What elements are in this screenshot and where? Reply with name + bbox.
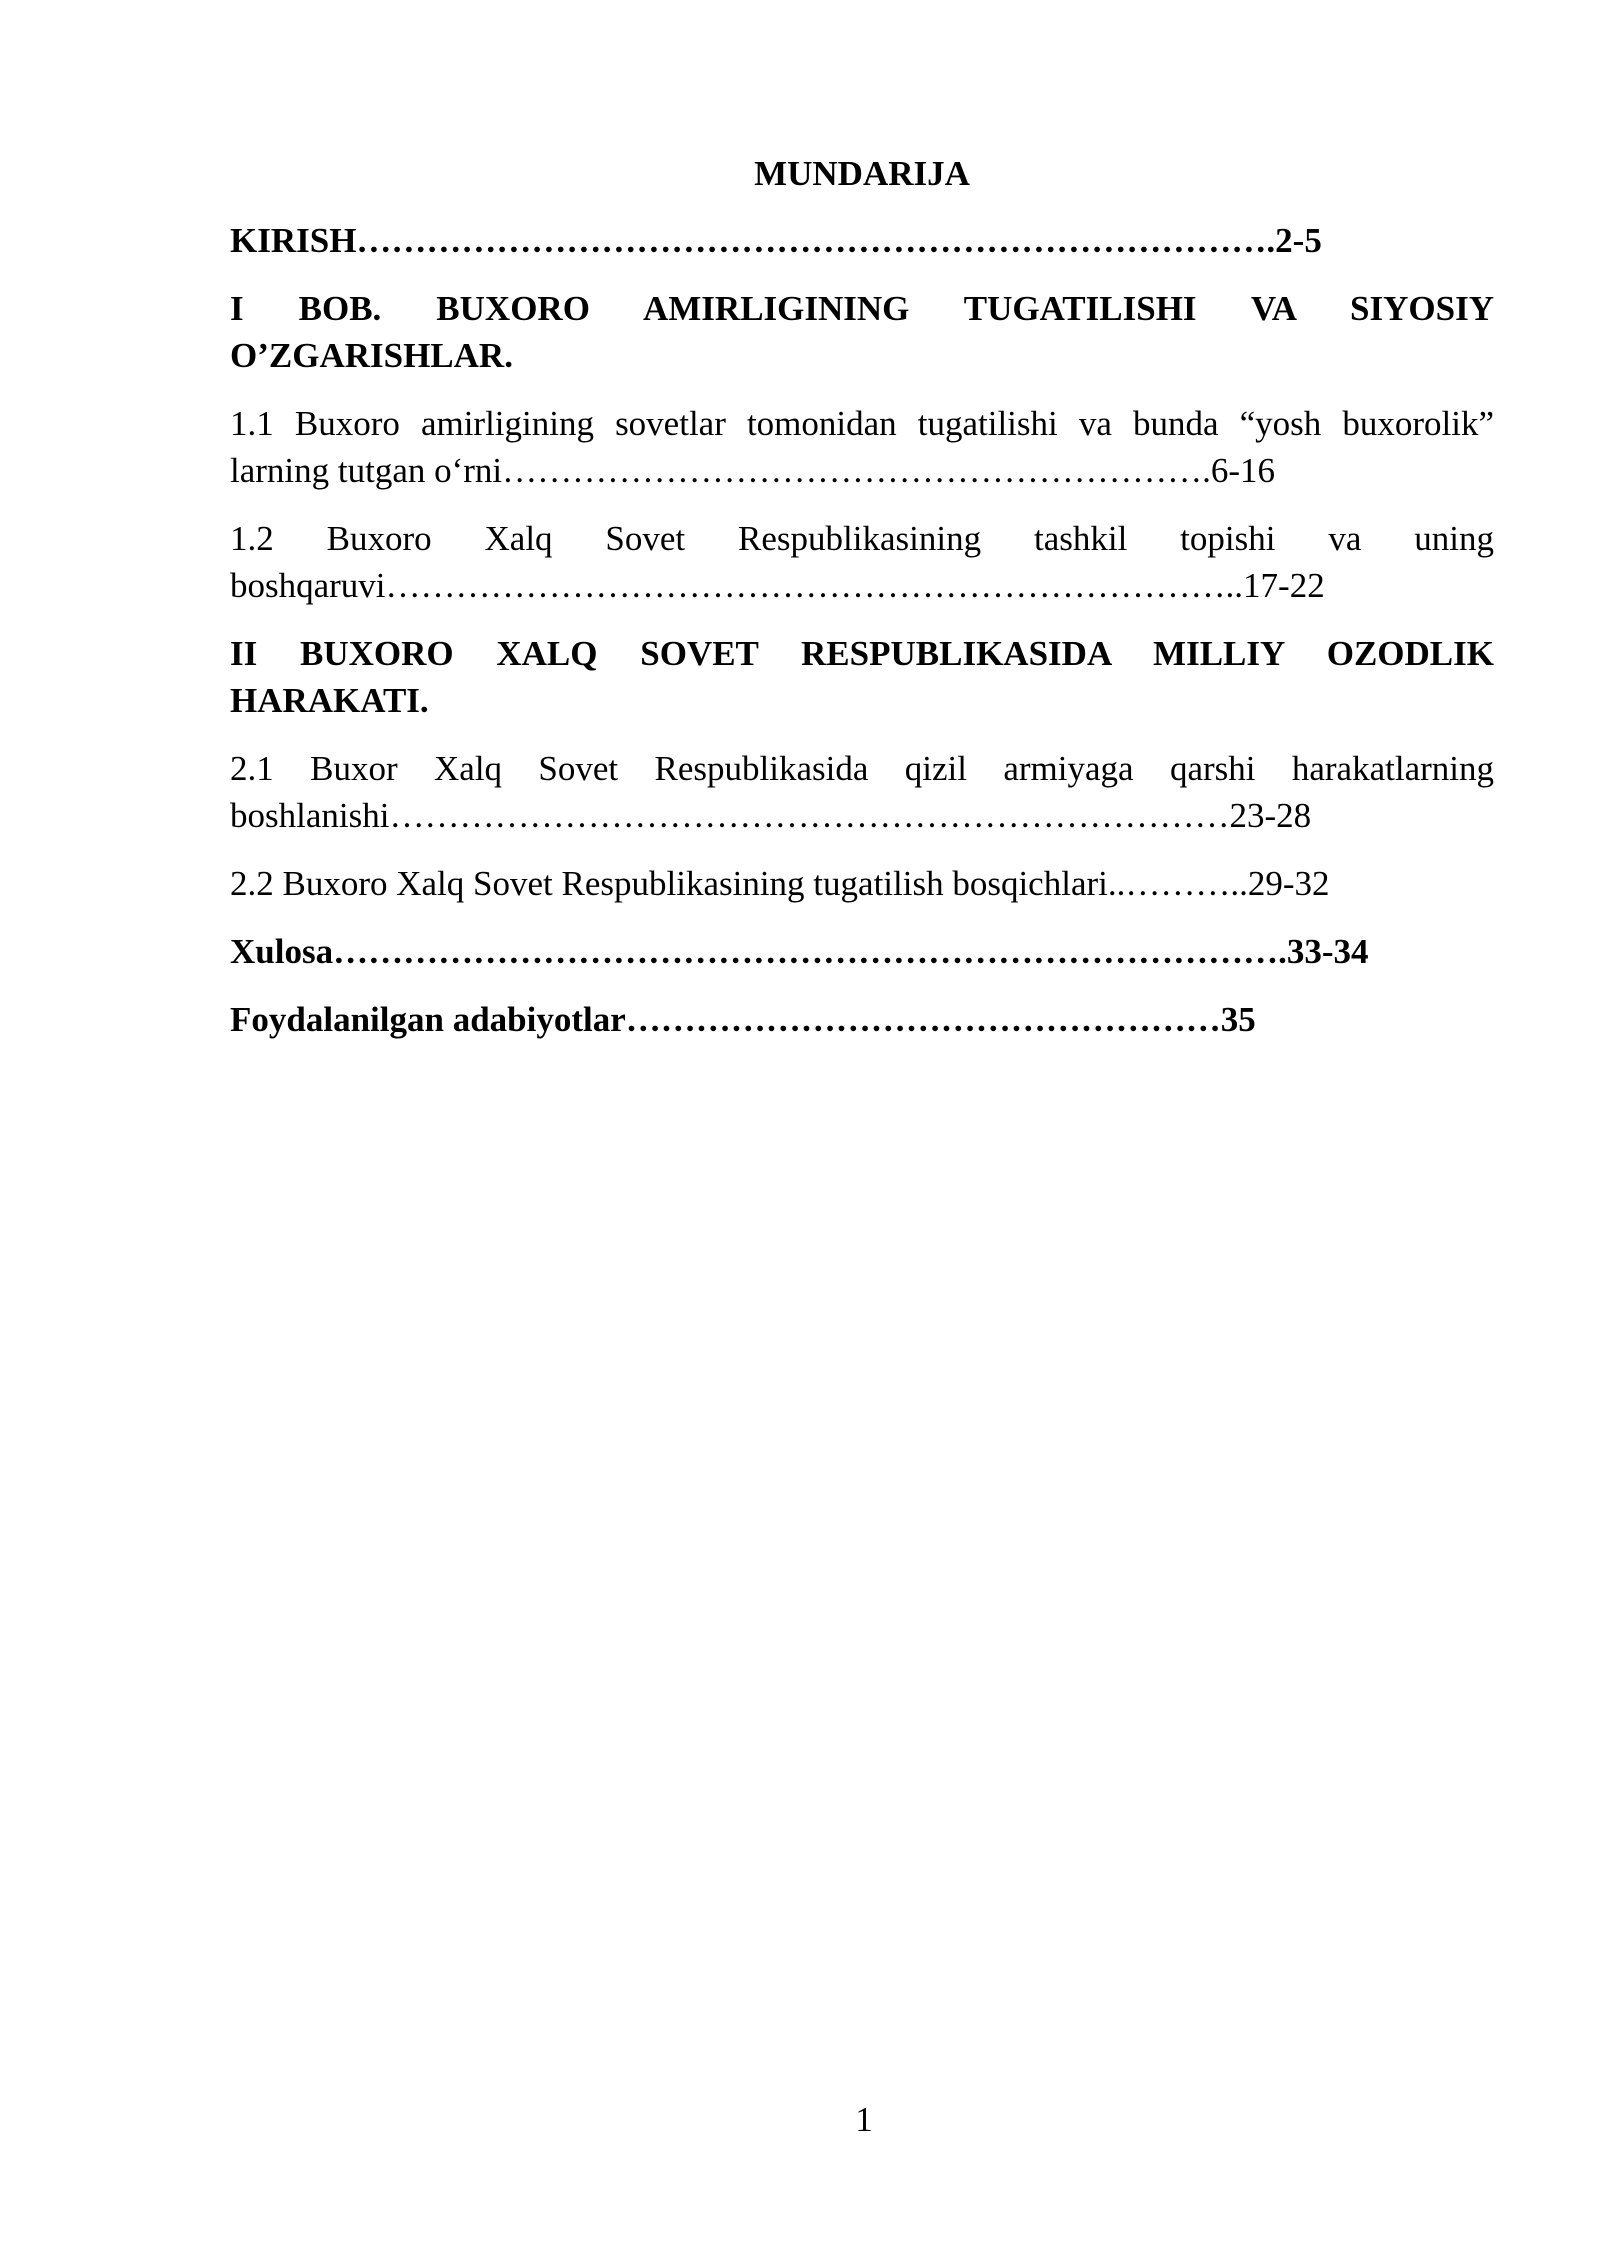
toc-title: MUNDARIJA	[754, 154, 970, 193]
toc-entry-text: KIRISH…………………………………………………………………….2-5	[230, 221, 1322, 260]
toc-entry-kirish	[230, 217, 1494, 264]
toc-entry-line: II BUXORO XALQ SOVET RESPUBLIKASIDA MILLIY OZODLIK	[230, 634, 1494, 673]
toc-entry-text: 2.2 Buxoro Xalq Sovet Respublikasining tugatilish bosqichlari..………..29-32	[230, 864, 1330, 903]
page-number: 1	[855, 2100, 873, 2139]
toc-entry-chapter-2	[230, 630, 1494, 724]
toc-entry-line: boshlanishi………………………………………………………………23-28	[230, 796, 1312, 835]
toc-entry-text: Foydalanilgan adabiyotlar……………………………………………35	[230, 1000, 1256, 1039]
toc-entry-line: HARAKATI.	[230, 681, 429, 720]
toc-entry-2-2	[230, 860, 1494, 907]
toc-entry-line: larning tutgan o‘rni…………………………………………………….6-16	[230, 451, 1276, 490]
toc-entry-adabiyotlar	[230, 996, 1494, 1043]
toc-entry-1-1	[230, 400, 1494, 494]
toc-entry-line: 1.1 Buxoro amirligining sovetlar tomonidan tugatilishi va bunda “yosh buxorolik”	[230, 404, 1494, 443]
toc-entry-chapter-1	[230, 285, 1494, 379]
toc-entry-xulosa	[230, 928, 1494, 975]
toc-entry-1-2	[230, 515, 1494, 609]
table-of-contents	[230, 150, 1494, 1064]
toc-entry-2-1	[230, 745, 1494, 839]
toc-entry-text: Xulosa……………………………………………………………………….33-34	[230, 932, 1369, 971]
toc-entry-line: O’ZGARISHLAR.	[230, 336, 513, 375]
toc-entry-line: 1.2 Buxoro Xalq Sovet Respublikasining tashkil topishi va uning	[230, 519, 1494, 558]
toc-entry-line: boshqaruvi………………………………………………………………..17-22	[230, 566, 1325, 605]
toc-entry-line: 2.1 Buxor Xalq Sovet Respublikasida qizil armiyaga qarshi harakatlarning	[230, 749, 1494, 788]
toc-entry-line: I BOB. BUXORO AMIRLIGINING TUGATILISHI VA SIYOSIY	[230, 289, 1494, 328]
